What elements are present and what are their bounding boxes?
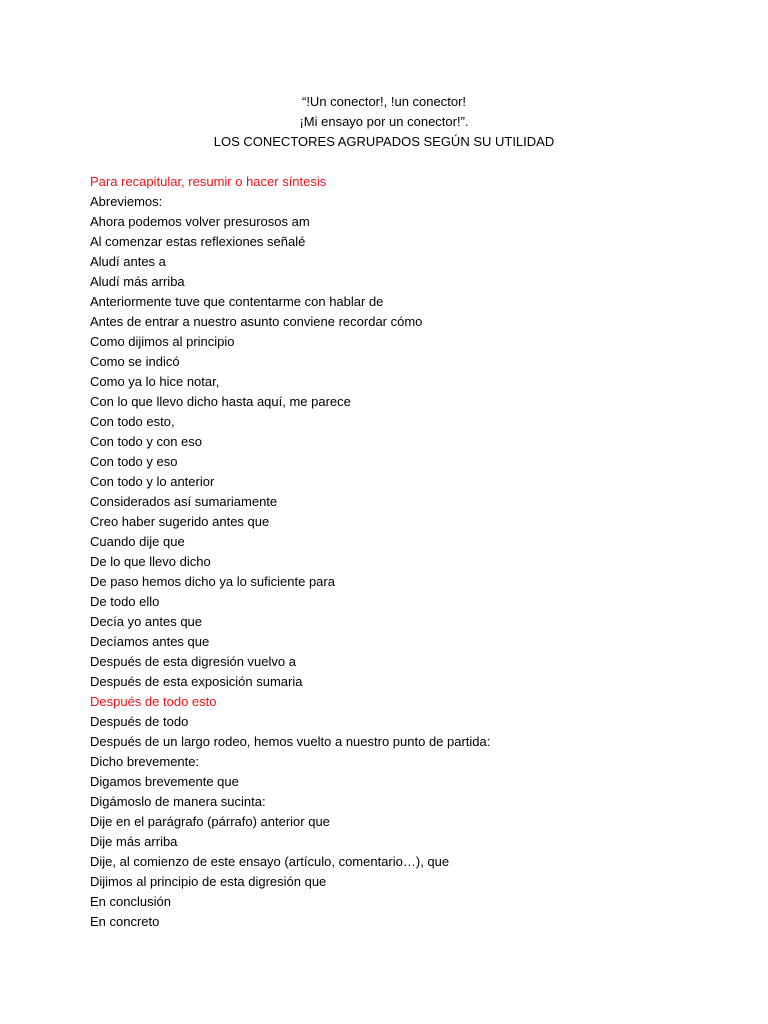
list-item: De lo que llevo dicho [90,554,211,569]
list-item-highlighted: Después de todo esto [90,694,217,709]
list-item: Al comenzar estas reflexiones señalé [90,234,306,249]
list-item: Dije más arriba [90,834,178,849]
list-item: Creo haber sugerido antes que [90,514,270,529]
title-line-2: ¡Mi ensayo por un conector!”. [299,114,469,129]
list-item: Después de esta exposición sumaria [90,674,303,689]
list-item: Después de todo [90,714,189,729]
title-line-3: LOS CONECTORES AGRUPADOS SEGÚN SU UTILIDAD [213,134,555,149]
list-item: Dicho brevemente: [90,754,200,769]
list-item: Abreviemos: [90,194,163,209]
list-item: Anteriormente tuve que contentarme con hablar de [90,294,384,309]
list-item: En conclusión [90,894,171,909]
section-heading: Para recapitular, resumir o hacer síntesis [90,174,327,189]
list-item: Con todo y eso [90,454,178,469]
list-item: De paso hemos dicho ya lo suficiente para [90,574,335,589]
list-item: Después de esta digresión vuelvo a [90,654,296,669]
list-item: Como dijimos al principio [90,334,235,349]
list-item: Cuando dije que [90,534,185,549]
list-item: Decía yo antes que [90,614,203,629]
list-item: Antes de entrar a nuestro asunto conviene recordar cómo [90,314,423,329]
list-item: Digámoslo de manera sucinta: [90,794,266,809]
list-item: Dije, al comienzo de este ensayo (artículo, comentario…), que [90,854,450,869]
list-item: Decíamos antes que [90,634,210,649]
list-item: Dije en el parágrafo (párrafo) anterior que [90,814,330,829]
list-item: Con lo que llevo dicho hasta aquí, me parece [90,394,351,409]
list-item: En concreto [90,914,160,929]
list-item: Como se indicó [90,354,180,369]
list-item: Como ya lo hice notar, [90,374,220,389]
list-item: Con todo y lo anterior [90,474,215,489]
list-item: Después de un largo rodeo, hemos vuelto a nuestro punto de partida: [90,734,491,749]
list-item: Con todo y con eso [90,434,203,449]
list-item: Ahora podemos volver presurosos am [90,214,310,229]
document-title [0,92,768,152]
list-item: Aludí más arriba [90,274,185,289]
list-item: Considerados así sumariamente [90,494,278,509]
list-item: Aludí antes a [90,254,166,269]
title-line-1: “!Un conector!, !un conector! [301,94,467,109]
connector-list [90,172,730,932]
list-item: Digamos brevemente que [90,774,239,789]
list-item: Dijimos al principio de esta digresión que [90,874,327,889]
list-item: De todo ello [90,594,160,609]
list-item: Con todo esto, [90,414,175,429]
